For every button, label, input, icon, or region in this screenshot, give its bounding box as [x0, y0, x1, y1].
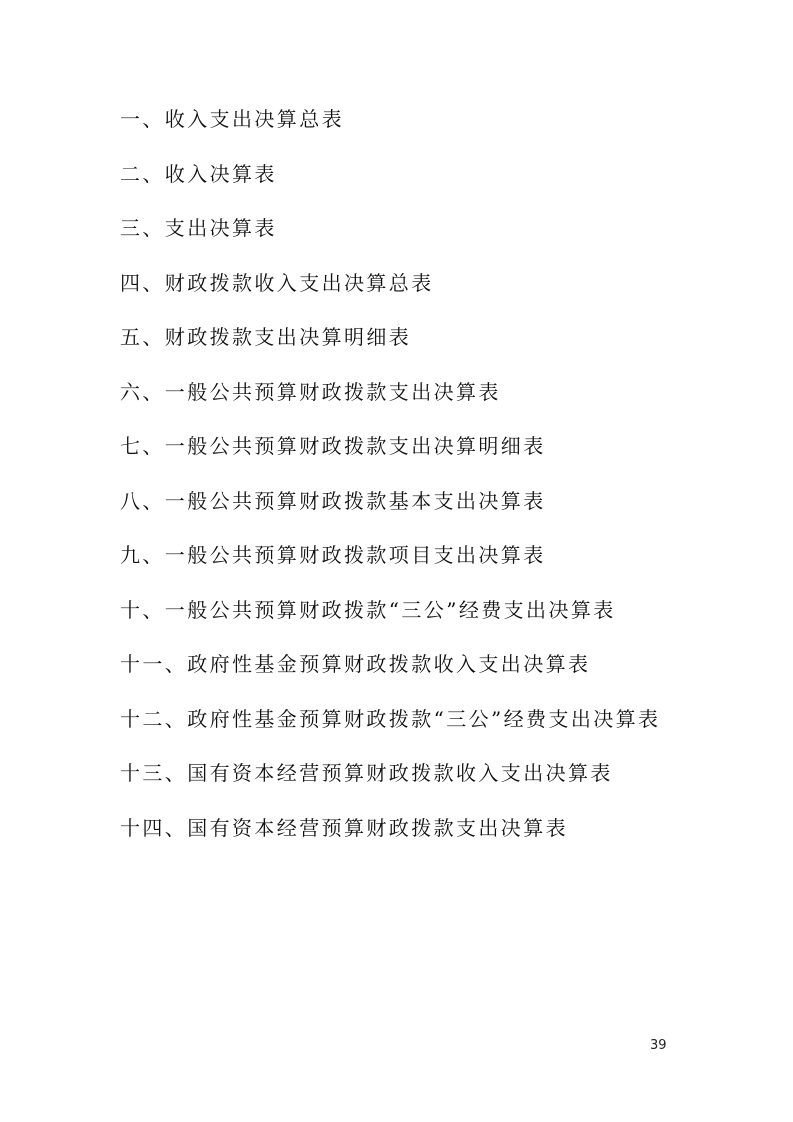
list-item: 五、财政拨款支出决算明细表: [120, 325, 412, 349]
table-list: [120, 104, 740, 867]
list-item: 九、一般公共预算财政拨款项目支出决算表: [120, 543, 546, 567]
page-number: 39: [650, 1038, 667, 1053]
list-item: 二、收入决算表: [120, 161, 277, 186]
list-item: 一、收入支出决算总表: [120, 107, 344, 131]
list-item: 十、一般公共预算财政拨款“三公”经费支出决算表: [120, 597, 616, 622]
list-item: 四、财政拨款收入支出决算总表: [120, 270, 434, 295]
list-item: 十三、国有资本经营预算财政拨款收入支出决算表: [120, 761, 613, 785]
list-item: 八、一般公共预算财政拨款基本支出决算表: [120, 488, 546, 513]
list-item: 十四、国有资本经营预算财政拨款支出决算表: [120, 815, 568, 840]
list-item: 三、支出决算表: [120, 216, 277, 240]
list-item: 七、一般公共预算财政拨款支出决算明细表: [120, 434, 546, 458]
list-item: 六、一般公共预算财政拨款支出决算表: [120, 379, 501, 404]
list-item: 十一、政府性基金预算财政拨款收入支出决算表: [120, 652, 591, 676]
list-item: 十二、政府性基金预算财政拨款“三公”经费支出决算表: [120, 706, 661, 731]
